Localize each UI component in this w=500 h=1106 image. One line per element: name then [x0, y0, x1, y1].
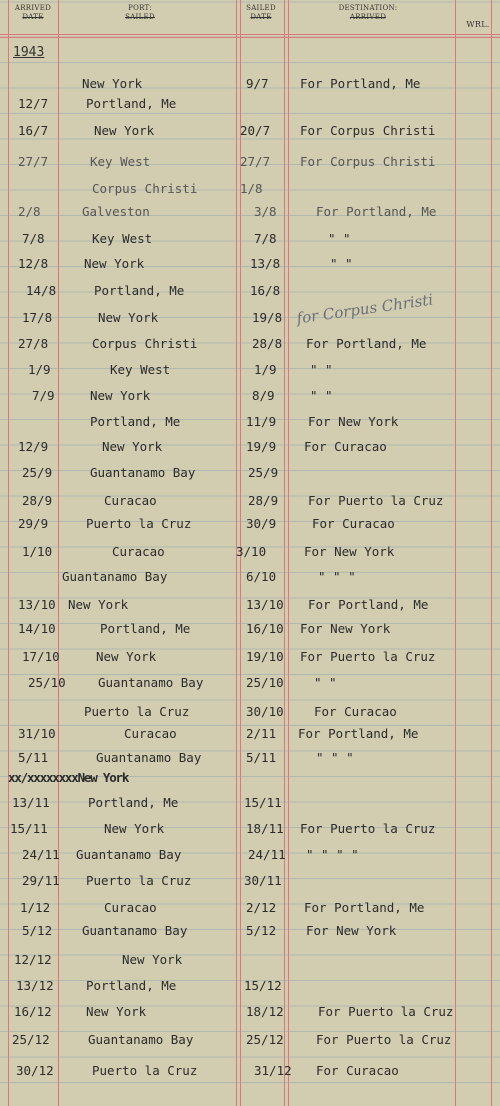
sailed-date: 19/10 [246, 649, 284, 664]
destination: For New York [304, 544, 395, 559]
sailed-date: 25/10 [246, 675, 284, 690]
sailed-date: 19/9 [246, 439, 277, 454]
arrived-date: 31/10 [18, 726, 56, 741]
sailed-date: 28/8 [252, 336, 283, 351]
arrived-date: 13/12 [16, 978, 54, 993]
destination: For Curacao [316, 1063, 399, 1078]
arrived-date: 27/7 [18, 154, 49, 169]
arrived-date: 28/9 [22, 493, 53, 508]
sailed-date: 19/8 [252, 310, 283, 325]
arrived-date: 27/8 [18, 336, 49, 351]
sailed-date: 1/9 [254, 362, 277, 377]
port-name: Curacao [124, 726, 177, 741]
sailed-date: 15/12 [244, 978, 282, 993]
arrived-date: 14/10 [18, 621, 56, 636]
port-name: New York [102, 439, 163, 454]
port-name: Guantanamo Bay [76, 847, 182, 862]
sailed-date: 27/7 [240, 154, 271, 169]
sailed-date: 31/12 [254, 1063, 292, 1078]
header-destination [322, 4, 414, 22]
port-name: Guantanamo Bay [82, 923, 188, 938]
destination: For Curacao [312, 516, 395, 531]
sailed-date: 13/8 [250, 256, 281, 271]
sailed-date: 7/8 [254, 231, 277, 246]
destination: " " " [318, 569, 356, 584]
port-name: Corpus Christi [92, 336, 198, 351]
port-name: Curacao [104, 493, 157, 508]
arrived-date: 1/12 [20, 900, 51, 915]
arrived-date: 25/10 [28, 675, 66, 690]
sailed-date: 1/8 [240, 181, 263, 196]
sailed-date: 20/7 [240, 123, 271, 138]
port-name: Key West [92, 231, 153, 246]
port-name: Portland, Me [100, 621, 191, 636]
destination: " " " " [306, 847, 359, 862]
port-name: Guantanamo Bay [98, 675, 204, 690]
port-name: New York [96, 649, 157, 664]
port-name: Puerto la Cruz [86, 516, 192, 531]
port-name: Galveston [82, 204, 150, 219]
sailed-date: 5/12 [246, 923, 277, 938]
destination: For Puerto la Cruz [318, 1004, 454, 1019]
sailed-date: 2/12 [246, 900, 277, 915]
sailed-date: 18/12 [246, 1004, 284, 1019]
arrived-date: 15/11 [10, 821, 48, 836]
destination: For Puerto la Cruz [316, 1032, 452, 1047]
arrived-date: 7/9 [32, 388, 55, 403]
destination: " " [330, 256, 353, 271]
port-name: Curacao [112, 544, 165, 559]
arrived-date: 12/8 [18, 256, 49, 271]
destination: For Puerto la Cruz [300, 649, 436, 664]
header-sailed [238, 4, 284, 22]
header-sailed-label: SAILED [246, 4, 276, 12]
port-name: New York [68, 597, 129, 612]
arrived-date: 17/8 [22, 310, 53, 325]
destination: For Portland, Me [298, 726, 419, 741]
destination: " " [310, 388, 333, 403]
header-destination-sub: ARRIVED [349, 13, 387, 21]
header-rule-double [0, 37, 500, 38]
port-name: Portland, Me [86, 978, 177, 993]
arrived-date: xx/xxxxxxxxNew York [8, 770, 129, 785]
arrived-date: 5/11 [18, 750, 49, 765]
sailed-date: 11/9 [246, 414, 277, 429]
column-line [8, 0, 9, 1106]
sailed-date: 25/9 [248, 465, 279, 480]
port-name: Guantanamo Bay [88, 1032, 194, 1047]
arrived-date: 16/7 [18, 123, 49, 138]
destination: For Curacao [304, 439, 387, 454]
column-line [288, 0, 289, 1106]
header-destination-label: DESTINATION: [338, 4, 398, 12]
arrived-date: 12/7 [18, 96, 49, 111]
destination: For Puerto la Cruz [300, 821, 436, 836]
destination: For Portland, Me [304, 900, 425, 915]
column-line [455, 0, 456, 1106]
arrived-date: 30/12 [16, 1063, 54, 1078]
sailed-date: 9/7 [246, 76, 269, 91]
sailed-date: 13/10 [246, 597, 284, 612]
port-name: Curacao [104, 900, 157, 915]
destination: For Portland, Me [306, 336, 427, 351]
arrived-date: 17/10 [22, 649, 60, 664]
port-name: Corpus Christi [92, 181, 198, 196]
destination: For New York [300, 621, 391, 636]
header-arrived [8, 4, 58, 22]
arrived-date: 2/8 [18, 204, 41, 219]
arrived-date: 16/12 [14, 1004, 52, 1019]
arrived-date: 25/9 [22, 465, 53, 480]
sailed-date: 16/10 [246, 621, 284, 636]
port-name: New York [90, 388, 151, 403]
column-line [58, 0, 59, 1106]
destination: For Puerto la Cruz [308, 493, 444, 508]
header-arrived-label: ARRIVED [14, 4, 52, 12]
arrived-date: 13/11 [12, 795, 50, 810]
header-sailed-sub: DATE [250, 13, 272, 21]
destination: For Curacao [314, 704, 397, 719]
sailed-date: 3/8 [254, 204, 277, 219]
destination: For Portland, Me [308, 597, 429, 612]
header-rule [0, 34, 500, 35]
sailed-date: 8/9 [252, 388, 275, 403]
column-line [491, 0, 492, 1106]
sailed-date: 3/10 [236, 544, 267, 559]
port-name: Guantanamo Bay [90, 465, 196, 480]
arrived-date: 7/8 [22, 231, 45, 246]
port-name: New York [122, 952, 183, 967]
year-label: 1943 [13, 45, 45, 60]
port-name: New York [82, 76, 143, 91]
arrived-date: 14/8 [26, 283, 57, 298]
sailed-date: 25/12 [246, 1032, 284, 1047]
destination: For Portland, Me [300, 76, 421, 91]
destination: " " [310, 362, 333, 377]
port-name: Guantanamo Bay [62, 569, 168, 584]
sailed-date: 30/9 [246, 516, 277, 531]
destination: For New York [306, 923, 397, 938]
port-name: Portland, Me [86, 96, 177, 111]
port-name: Portland, Me [88, 795, 179, 810]
sailed-date: 30/11 [244, 873, 282, 888]
arrived-date: 29/11 [22, 873, 60, 888]
port-name: Key West [110, 362, 171, 377]
arrived-date: 1/9 [28, 362, 51, 377]
sailed-date: 24/11 [248, 847, 286, 862]
column-line [284, 0, 285, 1106]
destination: For New York [308, 414, 399, 429]
arrived-date: 1/10 [22, 544, 53, 559]
header-port-sub: SAILED [125, 13, 155, 21]
port-name: New York [94, 123, 155, 138]
sailed-date: 15/11 [244, 795, 282, 810]
arrived-date: 25/12 [12, 1032, 50, 1047]
header-port [100, 4, 180, 22]
port-name: New York [86, 1004, 147, 1019]
sailed-date: 30/10 [246, 704, 284, 719]
port-name: New York [98, 310, 159, 325]
port-name: Portland, Me [90, 414, 181, 429]
port-name: Portland, Me [94, 283, 185, 298]
arrived-date: 29/9 [18, 516, 49, 531]
sailed-date: 18/11 [246, 821, 284, 836]
destination: " " [328, 231, 351, 246]
destination: For Corpus Christi [300, 123, 436, 138]
header-arrived-sub: DATE [22, 13, 44, 21]
arrived-date: 13/10 [18, 597, 56, 612]
arrived-date: 5/12 [22, 923, 53, 938]
sailed-date: 5/11 [246, 750, 277, 765]
sailed-date: 28/9 [248, 493, 279, 508]
arrived-date: 24/11 [22, 847, 60, 862]
header-port-label: PORT: [128, 4, 152, 12]
handwritten-note: for Corpus Christi [295, 290, 435, 328]
header-wrl: WRL. [466, 20, 490, 29]
port-name: Puerto la Cruz [86, 873, 192, 888]
destination: For Corpus Christi [300, 154, 436, 169]
port-name: New York [84, 256, 145, 271]
sailed-date: 16/8 [250, 283, 281, 298]
sailed-date: 2/11 [246, 726, 277, 741]
arrived-date: 12/12 [14, 952, 52, 967]
port-name: Key West [90, 154, 151, 169]
destination: " " [314, 675, 337, 690]
destination: " " " [316, 750, 354, 765]
arrived-date: 12/9 [18, 439, 49, 454]
port-name: Guantanamo Bay [96, 750, 202, 765]
port-name: Puerto la Cruz [84, 704, 190, 719]
destination: For Portland, Me [316, 204, 437, 219]
sailed-date: 6/10 [246, 569, 277, 584]
port-name: Puerto la Cruz [92, 1063, 198, 1078]
port-name: New York [104, 821, 165, 836]
